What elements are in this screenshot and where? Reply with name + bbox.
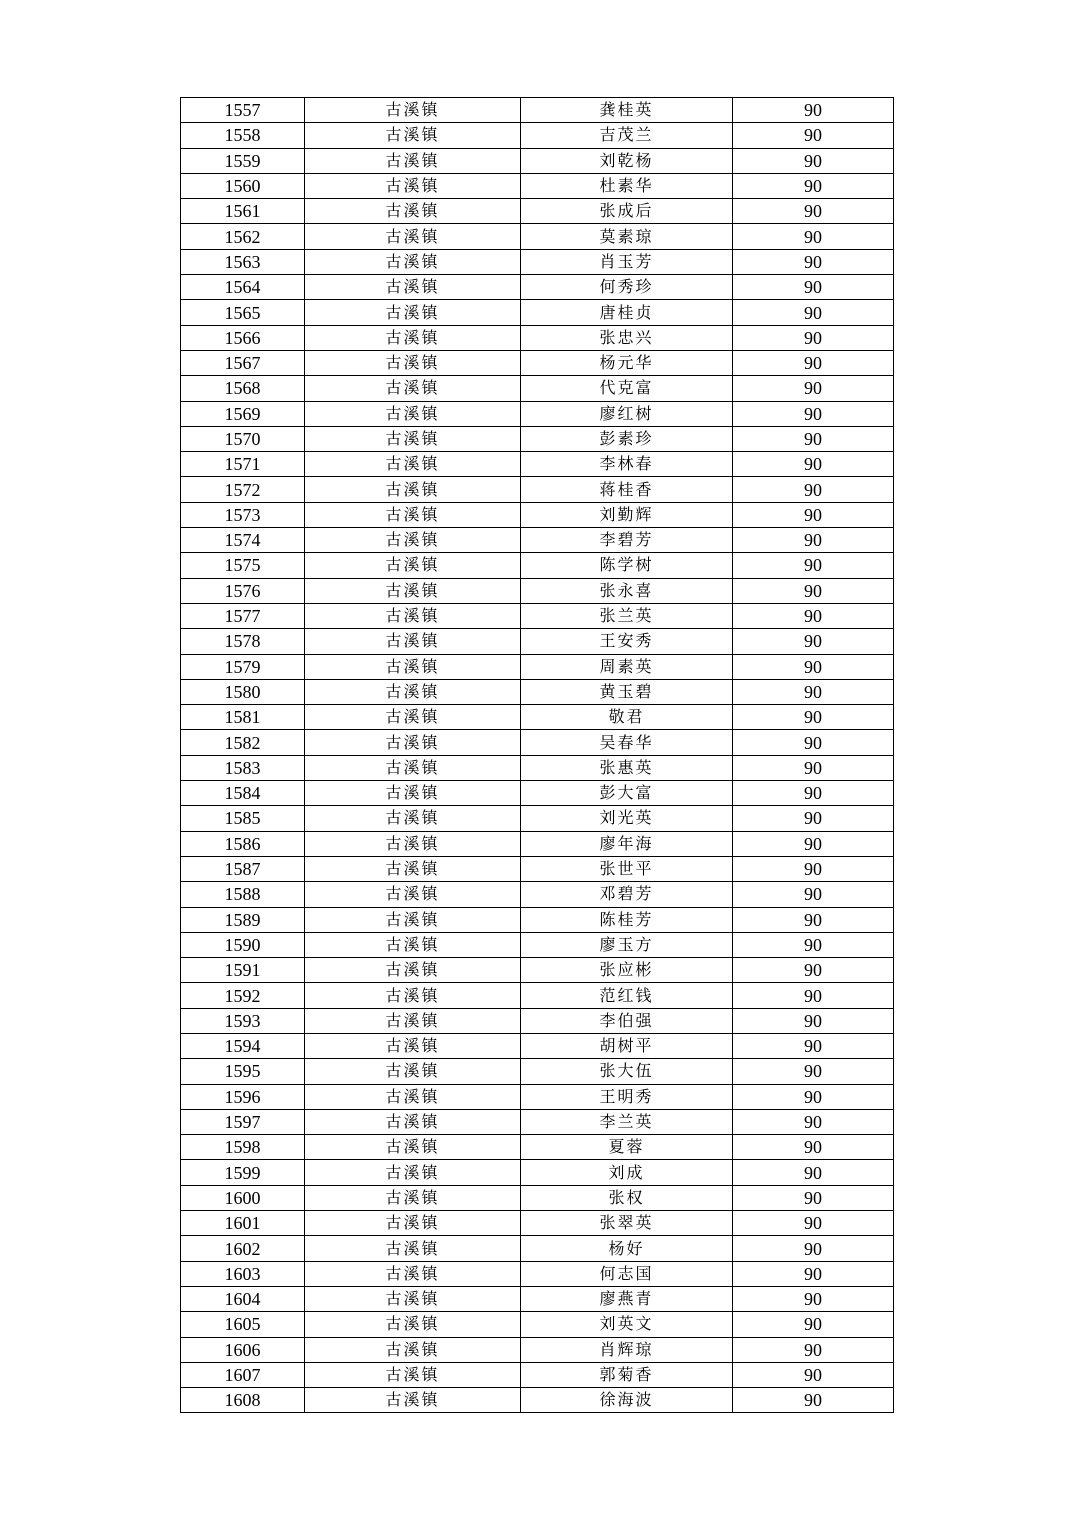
table-row: [181, 856, 894, 881]
table-row: [181, 1362, 894, 1387]
table-row: [181, 958, 894, 983]
person-name-cell: 廖红树: [521, 401, 733, 426]
person-name-cell: 王明秀: [521, 1084, 733, 1109]
town-cell: 古溪镇: [305, 350, 521, 375]
amount-cell: 90: [733, 553, 894, 578]
amount-cell: 90: [733, 325, 894, 350]
person-name-cell: 蒋桂香: [521, 477, 733, 502]
person-name-cell: 刘英文: [521, 1312, 733, 1337]
town-cell: 古溪镇: [305, 603, 521, 628]
town-cell: 古溪镇: [305, 249, 521, 274]
town-cell: 古溪镇: [305, 1362, 521, 1387]
person-name-cell: 张永喜: [521, 578, 733, 603]
table-row: [181, 1135, 894, 1160]
row-number-cell: 1587: [181, 856, 305, 881]
town-cell: 古溪镇: [305, 1286, 521, 1311]
person-name-cell: 范红钱: [521, 983, 733, 1008]
person-name-cell: 张权: [521, 1185, 733, 1210]
town-cell: 古溪镇: [305, 578, 521, 603]
table-row: [181, 401, 894, 426]
table-row: [181, 1211, 894, 1236]
table-row: [181, 452, 894, 477]
table-row: [181, 730, 894, 755]
town-cell: 古溪镇: [305, 477, 521, 502]
row-number-cell: 1577: [181, 603, 305, 628]
person-name-cell: 莫素琼: [521, 224, 733, 249]
table-row: [181, 1286, 894, 1311]
table-row: [181, 781, 894, 806]
town-cell: 古溪镇: [305, 679, 521, 704]
table-row: [181, 705, 894, 730]
table-row: [181, 275, 894, 300]
person-name-cell: 杜素华: [521, 173, 733, 198]
amount-cell: 90: [733, 1337, 894, 1362]
row-number-cell: 1585: [181, 806, 305, 831]
row-number-cell: 1567: [181, 350, 305, 375]
town-cell: 古溪镇: [305, 1337, 521, 1362]
person-name-cell: 何志国: [521, 1261, 733, 1286]
amount-cell: 90: [733, 350, 894, 375]
amount-cell: 90: [733, 856, 894, 881]
table-row: [181, 376, 894, 401]
person-name-cell: 李兰英: [521, 1109, 733, 1134]
row-number-cell: 1572: [181, 477, 305, 502]
amount-cell: 90: [733, 654, 894, 679]
amount-cell: 90: [733, 275, 894, 300]
table-row: [181, 502, 894, 527]
row-number-cell: 1570: [181, 426, 305, 451]
table-row: [181, 1388, 894, 1413]
person-name-cell: 郭菊香: [521, 1362, 733, 1387]
town-cell: 古溪镇: [305, 1388, 521, 1413]
town-cell: 古溪镇: [305, 1109, 521, 1134]
row-number-cell: 1568: [181, 376, 305, 401]
table-row: [181, 325, 894, 350]
table-row: [181, 1059, 894, 1084]
row-number-cell: 1559: [181, 148, 305, 173]
town-cell: 古溪镇: [305, 1236, 521, 1261]
person-name-cell: 吉茂兰: [521, 123, 733, 148]
person-name-cell: 李碧芳: [521, 528, 733, 553]
town-cell: 古溪镇: [305, 882, 521, 907]
row-number-cell: 1564: [181, 275, 305, 300]
amount-cell: 90: [733, 224, 894, 249]
person-name-cell: 张应彬: [521, 958, 733, 983]
row-number-cell: 1602: [181, 1236, 305, 1261]
row-number-cell: 1578: [181, 629, 305, 654]
table-row: [181, 528, 894, 553]
person-name-cell: 张成后: [521, 199, 733, 224]
table-row: [181, 983, 894, 1008]
town-cell: 古溪镇: [305, 1261, 521, 1286]
person-name-cell: 陈学树: [521, 553, 733, 578]
row-number-cell: 1582: [181, 730, 305, 755]
amount-cell: 90: [733, 730, 894, 755]
person-name-cell: 吴春华: [521, 730, 733, 755]
town-cell: 古溪镇: [305, 199, 521, 224]
person-name-cell: 陈桂芳: [521, 907, 733, 932]
person-name-cell: 代克富: [521, 376, 733, 401]
table-row: [181, 1312, 894, 1337]
town-cell: 古溪镇: [305, 528, 521, 553]
row-number-cell: 1565: [181, 300, 305, 325]
town-cell: 古溪镇: [305, 1185, 521, 1210]
town-cell: 古溪镇: [305, 705, 521, 730]
person-name-cell: 张大伍: [521, 1059, 733, 1084]
person-name-cell: 胡树平: [521, 1033, 733, 1058]
table-row: [181, 98, 894, 123]
person-name-cell: 张忠兴: [521, 325, 733, 350]
table-row: [181, 882, 894, 907]
amount-cell: 90: [733, 1135, 894, 1160]
row-number-cell: 1605: [181, 1312, 305, 1337]
amount-cell: 90: [733, 1388, 894, 1413]
amount-cell: 90: [733, 401, 894, 426]
person-name-cell: 夏蓉: [521, 1135, 733, 1160]
table-row: [181, 426, 894, 451]
row-number-cell: 1596: [181, 1084, 305, 1109]
row-number-cell: 1575: [181, 553, 305, 578]
row-number-cell: 1606: [181, 1337, 305, 1362]
table-row: [181, 553, 894, 578]
amount-cell: 90: [733, 907, 894, 932]
table-row: [181, 148, 894, 173]
row-number-cell: 1593: [181, 1008, 305, 1033]
table-row: [181, 350, 894, 375]
table-row: [181, 831, 894, 856]
person-name-cell: 唐桂贞: [521, 300, 733, 325]
row-number-cell: 1604: [181, 1286, 305, 1311]
amount-cell: 90: [733, 1033, 894, 1058]
person-name-cell: 彭大富: [521, 781, 733, 806]
row-number-cell: 1607: [181, 1362, 305, 1387]
person-name-cell: 彭素珍: [521, 426, 733, 451]
row-number-cell: 1579: [181, 654, 305, 679]
town-cell: 古溪镇: [305, 730, 521, 755]
amount-cell: 90: [733, 173, 894, 198]
amount-cell: 90: [733, 1286, 894, 1311]
row-number-cell: 1600: [181, 1185, 305, 1210]
table-row: [181, 224, 894, 249]
town-cell: 古溪镇: [305, 755, 521, 780]
person-name-cell: 龚桂英: [521, 98, 733, 123]
row-number-cell: 1573: [181, 502, 305, 527]
amount-cell: 90: [733, 98, 894, 123]
row-number-cell: 1557: [181, 98, 305, 123]
table-row: [181, 1185, 894, 1210]
table-row: [181, 1261, 894, 1286]
person-name-cell: 张兰英: [521, 603, 733, 628]
person-name-cell: 杨元华: [521, 350, 733, 375]
person-name-cell: 敬君: [521, 705, 733, 730]
town-cell: 古溪镇: [305, 1084, 521, 1109]
amount-cell: 90: [733, 831, 894, 856]
table-row: [181, 173, 894, 198]
row-number-cell: 1560: [181, 173, 305, 198]
person-name-cell: 杨好: [521, 1236, 733, 1261]
town-cell: 古溪镇: [305, 148, 521, 173]
town-cell: 古溪镇: [305, 123, 521, 148]
amount-cell: 90: [733, 123, 894, 148]
town-cell: 古溪镇: [305, 401, 521, 426]
person-name-cell: 廖玉方: [521, 932, 733, 957]
town-cell: 古溪镇: [305, 1160, 521, 1185]
town-cell: 古溪镇: [305, 275, 521, 300]
row-number-cell: 1591: [181, 958, 305, 983]
table-row: [181, 907, 894, 932]
town-cell: 古溪镇: [305, 1211, 521, 1236]
person-name-cell: 张惠英: [521, 755, 733, 780]
row-number-cell: 1603: [181, 1261, 305, 1286]
table-row: [181, 932, 894, 957]
row-number-cell: 1576: [181, 578, 305, 603]
roster-table: [180, 97, 894, 1413]
amount-cell: 90: [733, 199, 894, 224]
table-row: [181, 755, 894, 780]
row-number-cell: 1562: [181, 224, 305, 249]
town-cell: 古溪镇: [305, 629, 521, 654]
amount-cell: 90: [733, 1211, 894, 1236]
town-cell: 古溪镇: [305, 1033, 521, 1058]
roster-table-body: [181, 98, 894, 1413]
row-number-cell: 1608: [181, 1388, 305, 1413]
town-cell: 古溪镇: [305, 300, 521, 325]
table-row: [181, 603, 894, 628]
amount-cell: 90: [733, 426, 894, 451]
person-name-cell: 何秀珍: [521, 275, 733, 300]
row-number-cell: 1590: [181, 932, 305, 957]
table-row: [181, 1033, 894, 1058]
row-number-cell: 1595: [181, 1059, 305, 1084]
amount-cell: 90: [733, 528, 894, 553]
row-number-cell: 1597: [181, 1109, 305, 1134]
person-name-cell: 廖燕青: [521, 1286, 733, 1311]
town-cell: 古溪镇: [305, 376, 521, 401]
table-row: [181, 249, 894, 274]
person-name-cell: 廖年海: [521, 831, 733, 856]
amount-cell: 90: [733, 148, 894, 173]
table-row: [181, 806, 894, 831]
town-cell: 古溪镇: [305, 224, 521, 249]
amount-cell: 90: [733, 1185, 894, 1210]
row-number-cell: 1583: [181, 755, 305, 780]
town-cell: 古溪镇: [305, 426, 521, 451]
person-name-cell: 刘成: [521, 1160, 733, 1185]
amount-cell: 90: [733, 578, 894, 603]
person-name-cell: 周素英: [521, 654, 733, 679]
row-number-cell: 1588: [181, 882, 305, 907]
table-row: [181, 199, 894, 224]
row-number-cell: 1563: [181, 249, 305, 274]
person-name-cell: 刘勤辉: [521, 502, 733, 527]
amount-cell: 90: [733, 958, 894, 983]
table-row: [181, 1160, 894, 1185]
table-row: [181, 629, 894, 654]
town-cell: 古溪镇: [305, 1312, 521, 1337]
amount-cell: 90: [733, 882, 894, 907]
town-cell: 古溪镇: [305, 98, 521, 123]
town-cell: 古溪镇: [305, 452, 521, 477]
amount-cell: 90: [733, 781, 894, 806]
row-number-cell: 1580: [181, 679, 305, 704]
row-number-cell: 1586: [181, 831, 305, 856]
row-number-cell: 1599: [181, 1160, 305, 1185]
amount-cell: 90: [733, 806, 894, 831]
amount-cell: 90: [733, 452, 894, 477]
amount-cell: 90: [733, 603, 894, 628]
amount-cell: 90: [733, 629, 894, 654]
town-cell: 古溪镇: [305, 1008, 521, 1033]
amount-cell: 90: [733, 300, 894, 325]
row-number-cell: 1589: [181, 907, 305, 932]
row-number-cell: 1569: [181, 401, 305, 426]
person-name-cell: 肖辉琼: [521, 1337, 733, 1362]
person-name-cell: 李伯强: [521, 1008, 733, 1033]
person-name-cell: 王安秀: [521, 629, 733, 654]
row-number-cell: 1558: [181, 123, 305, 148]
row-number-cell: 1566: [181, 325, 305, 350]
amount-cell: 90: [733, 679, 894, 704]
table-row: [181, 1236, 894, 1261]
amount-cell: 90: [733, 1008, 894, 1033]
row-number-cell: 1584: [181, 781, 305, 806]
town-cell: 古溪镇: [305, 1135, 521, 1160]
town-cell: 古溪镇: [305, 502, 521, 527]
row-number-cell: 1561: [181, 199, 305, 224]
person-name-cell: 张世平: [521, 856, 733, 881]
town-cell: 古溪镇: [305, 856, 521, 881]
table-row: [181, 123, 894, 148]
town-cell: 古溪镇: [305, 831, 521, 856]
amount-cell: 90: [733, 1059, 894, 1084]
amount-cell: 90: [733, 983, 894, 1008]
amount-cell: 90: [733, 932, 894, 957]
town-cell: 古溪镇: [305, 958, 521, 983]
person-name-cell: 刘乾杨: [521, 148, 733, 173]
town-cell: 古溪镇: [305, 932, 521, 957]
amount-cell: 90: [733, 755, 894, 780]
amount-cell: 90: [733, 1362, 894, 1387]
table-row: [181, 1109, 894, 1134]
row-number-cell: 1571: [181, 452, 305, 477]
amount-cell: 90: [733, 1261, 894, 1286]
table-row: [181, 578, 894, 603]
person-name-cell: 邓碧芳: [521, 882, 733, 907]
town-cell: 古溪镇: [305, 325, 521, 350]
amount-cell: 90: [733, 376, 894, 401]
person-name-cell: 肖玉芳: [521, 249, 733, 274]
person-name-cell: 黄玉碧: [521, 679, 733, 704]
table-row: [181, 1008, 894, 1033]
table-row: [181, 679, 894, 704]
person-name-cell: 李林春: [521, 452, 733, 477]
row-number-cell: 1592: [181, 983, 305, 1008]
amount-cell: 90: [733, 502, 894, 527]
amount-cell: 90: [733, 477, 894, 502]
table-row: [181, 1084, 894, 1109]
row-number-cell: 1594: [181, 1033, 305, 1058]
town-cell: 古溪镇: [305, 553, 521, 578]
town-cell: 古溪镇: [305, 654, 521, 679]
amount-cell: 90: [733, 1312, 894, 1337]
person-name-cell: 刘光英: [521, 806, 733, 831]
person-name-cell: 徐海波: [521, 1388, 733, 1413]
table-row: [181, 477, 894, 502]
amount-cell: 90: [733, 1109, 894, 1134]
town-cell: 古溪镇: [305, 781, 521, 806]
table-row: [181, 1337, 894, 1362]
row-number-cell: 1598: [181, 1135, 305, 1160]
table-row: [181, 300, 894, 325]
person-name-cell: 张翠英: [521, 1211, 733, 1236]
row-number-cell: 1601: [181, 1211, 305, 1236]
amount-cell: 90: [733, 1236, 894, 1261]
town-cell: 古溪镇: [305, 907, 521, 932]
amount-cell: 90: [733, 705, 894, 730]
row-number-cell: 1574: [181, 528, 305, 553]
town-cell: 古溪镇: [305, 1059, 521, 1084]
amount-cell: 90: [733, 1160, 894, 1185]
table-row: [181, 654, 894, 679]
row-number-cell: 1581: [181, 705, 305, 730]
amount-cell: 90: [733, 249, 894, 274]
town-cell: 古溪镇: [305, 983, 521, 1008]
town-cell: 古溪镇: [305, 806, 521, 831]
amount-cell: 90: [733, 1084, 894, 1109]
town-cell: 古溪镇: [305, 173, 521, 198]
